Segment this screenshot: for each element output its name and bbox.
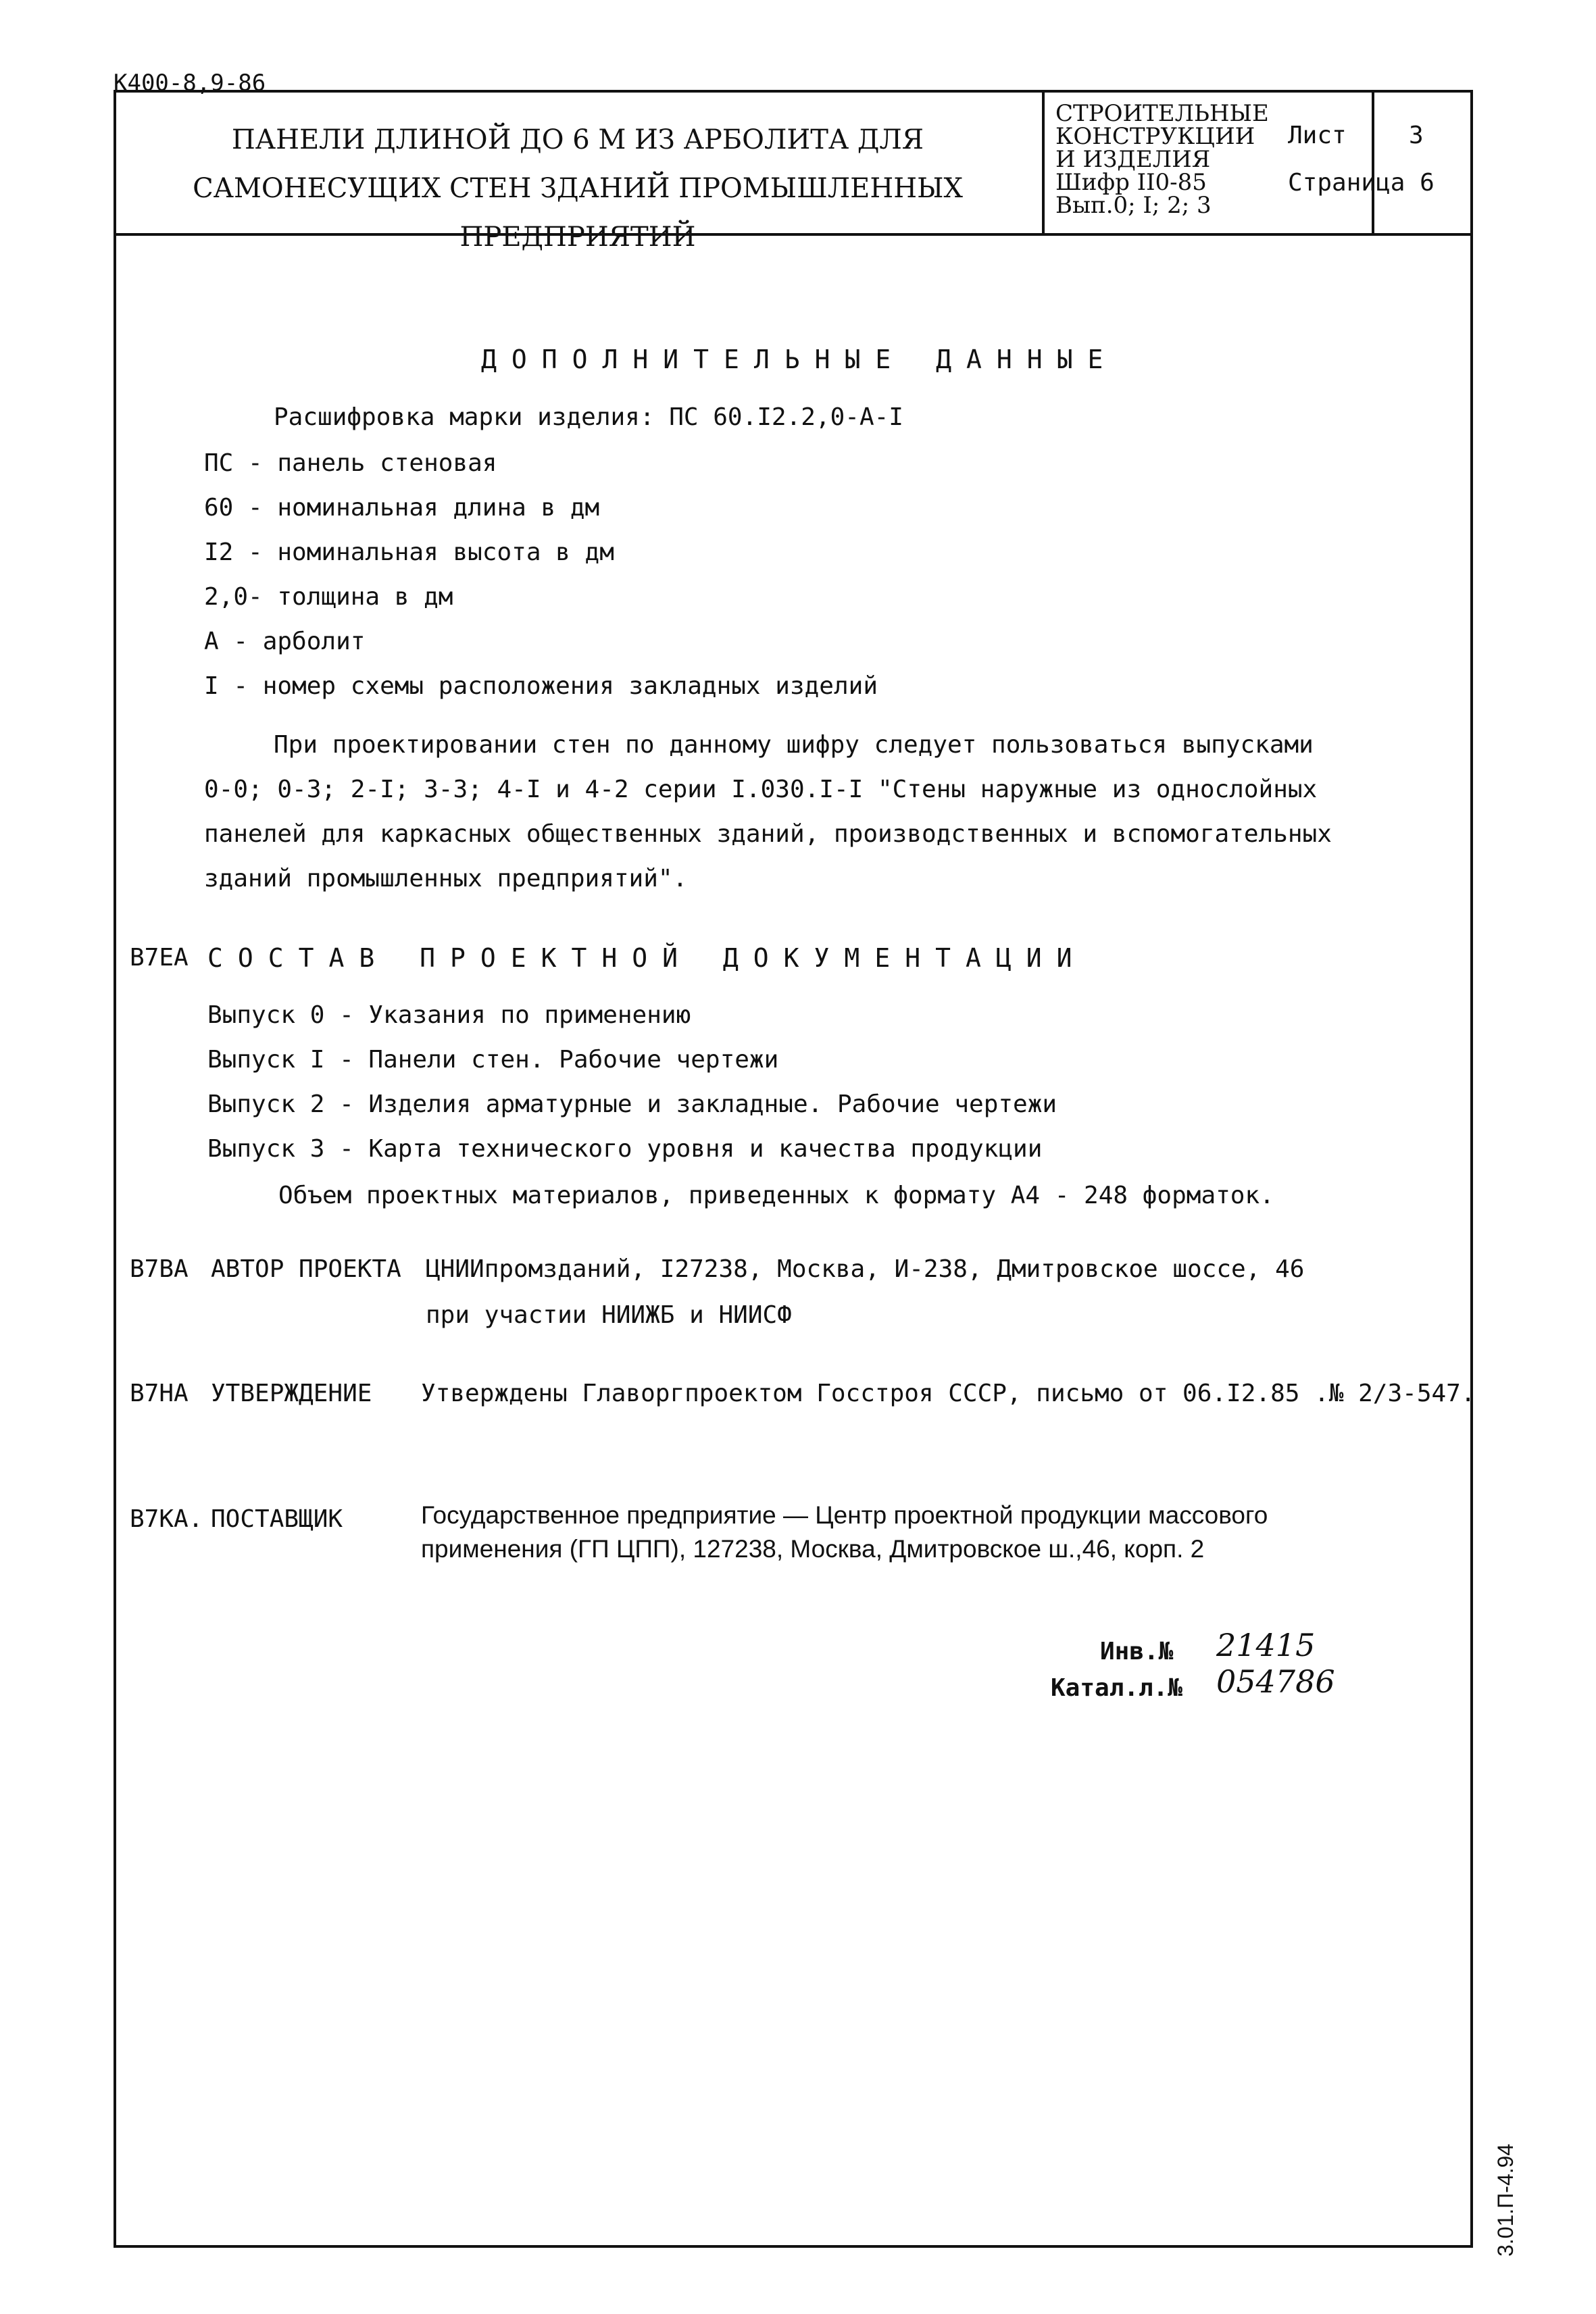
- catalog-label: Катал.л.№: [1051, 1674, 1183, 1702]
- composition-item: Выпуск 0 - Указания по применению: [207, 1001, 691, 1029]
- section-heading-additional: ДОПОЛНИТЕЛЬНЫЕ ДАННЫЕ: [481, 345, 1118, 374]
- sheet-label: Лист: [1288, 122, 1347, 149]
- series-line: И ИЗДЕЛИЯ: [1055, 146, 1211, 173]
- section-heading-composition: СОСТАВ ПРОЕКТНОЙ ДОКУМЕНТАЦИИ: [207, 943, 1087, 973]
- title-block-name: [114, 90, 1045, 253]
- title-block-sheet: [1374, 90, 1470, 233]
- series-line: Вып.0; I; 2; 3: [1055, 192, 1212, 219]
- document-code: К400-8,9-86: [114, 70, 266, 97]
- approval-label: УТВЕРЖДЕНИЕ: [211, 1380, 372, 1407]
- composition-item: Выпуск 3 - Карта технического уровня и качества продукции: [207, 1135, 1043, 1163]
- author-line: при участии НИИЖБ и НИИСФ: [426, 1301, 792, 1329]
- paragraph-line: зданий промышленных предприятий".: [204, 865, 688, 892]
- approval-code: В7НА: [130, 1380, 189, 1407]
- decode-item: А - арболит: [204, 628, 366, 655]
- composition-code: В7ЕА: [130, 944, 189, 972]
- decode-intro: Расшифровка марки изделия: ПС 60.I2.2,0-А-I: [274, 403, 903, 431]
- author-code: В7ВА: [130, 1255, 189, 1283]
- supplier-line: Государственное предприятие — Центр проектной продукции массового: [421, 1501, 1268, 1529]
- paragraph-line: При проектировании стен по данному шифру следует пользоваться выпусками: [274, 731, 1314, 759]
- decode-item: I - номер схемы расположения закладных изделий: [204, 672, 878, 700]
- supplier-line: применения (ГП ЦПП), 127238, Москва, Дмитровское ш.,46, корп. 2: [421, 1535, 1205, 1563]
- supplier-label: ПОСТАВЩИК: [211, 1505, 343, 1533]
- author-label: АВТОР ПРОЕКТА: [211, 1255, 401, 1283]
- composition-item: Выпуск 2 - Изделия арматурные и закладные. Рабочие чертежи: [207, 1090, 1057, 1118]
- decode-item: 2,0- толщина в дм: [204, 583, 453, 611]
- series-line: Шифр II0-85: [1055, 169, 1207, 196]
- composition-item: Выпуск I - Панели стен. Рабочие чертежи: [207, 1046, 779, 1074]
- inventory-number: 21415: [1216, 1627, 1316, 1663]
- approval-text: Утверждены Главоргпроектом Госстроя СССР, письмо от 06.I2.85 .№ 2/3-547.: [421, 1380, 1476, 1407]
- decode-item: 60 - номинальная длина в дм: [204, 494, 600, 522]
- author-line: ЦНИИпромзданий, I27238, Москва, И-238, Дмитровское шоссе, 46: [426, 1255, 1305, 1283]
- decode-item: ПС - панель стеновая: [204, 449, 497, 477]
- inventory-label: Инв.№: [1100, 1638, 1174, 1665]
- series-line: КОНСТРУКЦИИ: [1055, 123, 1255, 150]
- vertical-document-code: 3.01.П-4.94: [1493, 2143, 1518, 2257]
- title-block-series: [1045, 90, 1374, 233]
- series-line: СТРОИТЕЛЬНЫЕ: [1055, 100, 1269, 127]
- sheet-number: 3: [1409, 122, 1424, 149]
- document-title-line-1: ПАНЕЛИ ДЛИНОЙ ДО 6 М ИЗ АРБОЛИТА ДЛЯ: [231, 124, 924, 155]
- catalog-number: 054786: [1216, 1663, 1335, 1700]
- paragraph-line: 0-0; 0-3; 2-I; 3-3; 4-I и 4-2 серии I.030.I-I "Стены наружные из однослойных: [204, 776, 1318, 803]
- title-block: [114, 90, 1473, 253]
- page-number: Страница 6: [1288, 169, 1435, 197]
- paragraph-line: панелей для каркасных общественных зданий, производственных и вспомогательных: [204, 820, 1332, 848]
- decode-item: I2 - номинальная высота в дм: [204, 538, 614, 566]
- document-title-line-2: САМОНЕСУЩИХ СТЕН ЗДАНИЙ ПРОМЫШЛЕННЫХ ПРЕДПРИЯТИЙ: [193, 173, 963, 253]
- volume-note: Объем проектных материалов, приведенных к формату А4 - 248 форматок.: [278, 1182, 1274, 1209]
- supplier-code: В7КА.: [130, 1505, 203, 1533]
